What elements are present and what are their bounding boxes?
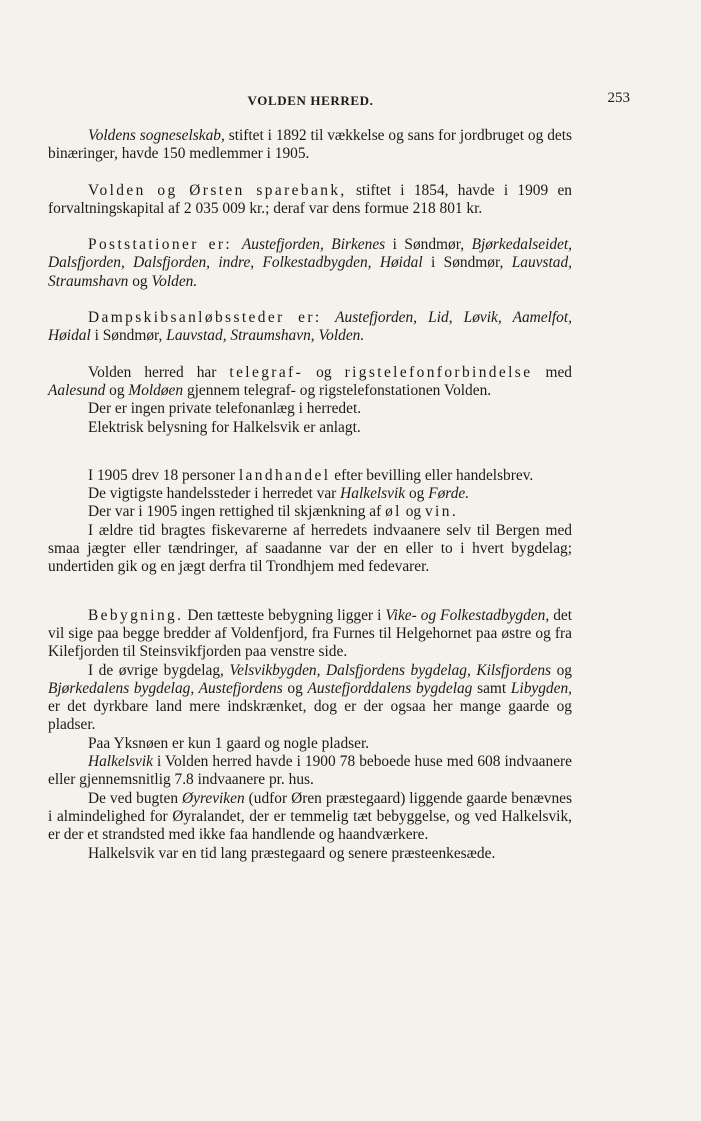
- spaced-text: Volden og Ørsten sparebank,: [88, 181, 347, 199]
- emph-text: Volden.: [151, 272, 198, 290]
- text-run: Den tætteste bebygning ligger i: [183, 606, 386, 624]
- text-run: i Volden herred havde i 1900 78 beboede huse med 608 indvaanere eller gjennemsnitlig 7.8 indvaanere pr. hus.: [48, 753, 572, 789]
- paragraph-telefonanlaeg: Der er ingen private telefonanlæg i herredet.: [88, 400, 362, 418]
- emph-text: Libygden,: [510, 679, 573, 697]
- running-title: VOLDEN HERRED.: [247, 93, 374, 108]
- text-run: efter bevilling eller handelsbrev.: [330, 466, 534, 484]
- text-run: Der var i 1905 ingen rettighed til skjænkning af: [88, 503, 386, 521]
- text-run: og: [401, 503, 425, 521]
- emph-text: Moldøen: [128, 381, 184, 399]
- text-run: i Søndmør,: [422, 254, 512, 272]
- paragraph-oyreviken: [48, 790, 572, 845]
- text-run: og: [282, 679, 308, 697]
- emph-text: Bjørkedalseidet, Dalsfjorden, Dalsfjorden, indre, Folkestadbygden, Høidal: [48, 236, 572, 272]
- spaced-text: Bebygning.: [88, 606, 184, 624]
- spaced-text: rigstelefonforbindelse: [344, 363, 533, 381]
- spaced-text: vin.: [424, 503, 459, 521]
- text-run: og: [551, 661, 572, 679]
- spaced-text: Dampskibsanløbssteder er:: [88, 309, 336, 327]
- text-run: er det dyrkbare land mere indskrænket, dog er der ogsaa her mange gaarde og pladser.: [48, 698, 572, 734]
- spaced-text: øl: [385, 503, 402, 521]
- text-run: I 1905 drev 18 personer: [88, 466, 239, 484]
- text-run: stiftet i 1892 til vækkelse og sans for jordbruget og dets binæringer, havde 150 medlemmer i 1905.: [48, 127, 572, 163]
- paragraph-belysning: Elektrisk belysning for Halkelsvik er anlagt.: [88, 418, 361, 436]
- text-run: med: [532, 363, 572, 381]
- paragraph-praestegaard: Halkelsvik var en tid lang præstegaard og senere præsteenkesæde.: [88, 844, 496, 862]
- page-header: [48, 90, 630, 110]
- body-text: [48, 127, 572, 863]
- text-run: (udfor Øren præstegaard) liggende gaarde benævnes i almindelighed for Øyralandet, der er temmelig tæt bebyggelse, og ved Halkelsvik, er der et strandsted med ikke faa handlende og haandværkere.: [48, 789, 572, 844]
- emph-text: Førde.: [428, 485, 470, 503]
- paragraph-bygdelag: [48, 662, 572, 735]
- paragraph-sogneselskab: [48, 127, 572, 164]
- emph-text: Voldens sogneselskab,: [88, 127, 225, 144]
- paragraph-handelssteder: [48, 485, 572, 503]
- text-run: De vigtigste handelssteder i herredet var: [88, 485, 341, 503]
- paragraph-telegraf: [48, 364, 572, 401]
- text-run: det vil sige paa begge bredder af Voldenfjord, fra Furnes til Helgehornet paa østre og fra Kilefjorden til Steinsvikfjorden paa venstre side.: [48, 606, 573, 661]
- text-run: og: [105, 381, 129, 399]
- text-run: stiftet i 1854, havde i 1909 en forvaltningskapital af 2 035 009 kr.; deraf var dens formue 218 801 kr.: [48, 181, 572, 217]
- emph-text: Lauvstad, Straumshavn, Volden.: [166, 327, 365, 345]
- emph-text: Austefjorddalens bygdelag: [307, 679, 473, 697]
- text-run: i Søndmør,: [385, 236, 472, 254]
- paragraph-halkelsvik-huse: [48, 753, 572, 790]
- text-run: gjennem telegraf- og rigstelefonstationen Volden.: [183, 381, 492, 399]
- paragraph-poststationer: [48, 236, 572, 291]
- paragraph-bebygning: [48, 607, 572, 662]
- emph-text: Austefjorden, Birkenes: [241, 236, 386, 254]
- paragraph-yksnoen: Paa Yksnøen er kun 1 gaard og nogle pladser.: [88, 734, 370, 752]
- paragraph-dampskibsanlob: [48, 309, 572, 346]
- spaced-text: telegraf-: [229, 363, 304, 381]
- spaced-text: landhandel: [238, 466, 331, 484]
- emph-text: Velsvikbygden, Dalsfjordens bygdelag, Kilsfjordens: [229, 661, 552, 679]
- emph-text: Aalesund: [48, 381, 106, 399]
- text-run: samt: [472, 679, 511, 697]
- emph-text: Bjørkedalens bygdelag, Austefjordens: [48, 679, 283, 697]
- text-run: og: [128, 272, 152, 290]
- spaced-text: Poststationer er:: [88, 236, 242, 254]
- emph-text: Halkelsvik: [340, 485, 406, 503]
- paragraph-sparebank: [48, 182, 572, 219]
- text-run: Volden herred har: [88, 363, 230, 381]
- paragraph-landhandel: [48, 467, 572, 485]
- emph-text: Austefjorden, Lid, Løvik, Aamelfot, Høidal: [48, 309, 572, 345]
- text-run: De ved bugten: [88, 789, 182, 807]
- text-run: og: [303, 363, 345, 381]
- emph-text: Øyreviken: [182, 789, 245, 807]
- paragraph-fiskevarer: I ældre tid bragtes fiskevarerne af herredets indvaanere selv til Bergen med smaa jægter eller tændringer, af saadanne var der en eller to i hvert bygdelag; undertiden gik og en jægt derfra til Trondhjem med fedevarer.: [48, 521, 572, 576]
- text-run: i Søndmør,: [90, 327, 167, 345]
- text-run: I de øvrige bygdelag,: [88, 661, 230, 679]
- emph-text: Lauvstad, Straumshavn: [48, 254, 572, 290]
- emph-text: Halkelsvik: [88, 753, 153, 771]
- text-run: og: [405, 485, 429, 503]
- page-number: 253: [607, 90, 630, 106]
- paragraph-skjaenkning: [48, 503, 572, 521]
- emph-text: Vike- og Folkestadbygden,: [385, 606, 550, 624]
